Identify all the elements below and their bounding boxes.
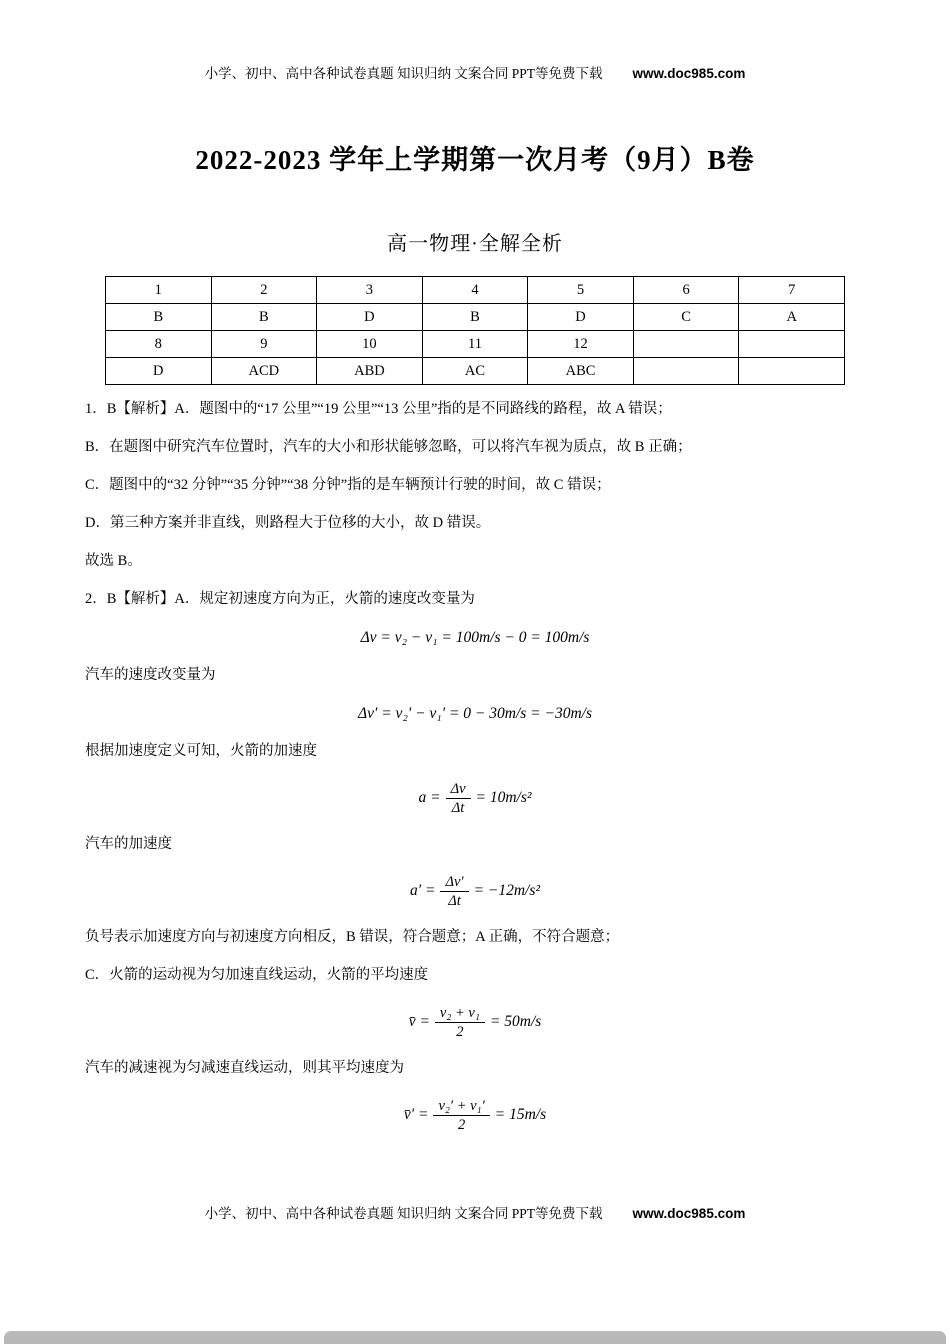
solution-paragraph: 根据加速度定义可知，火箭的加速度 [85, 743, 317, 759]
answer-table-row [106, 304, 845, 331]
answer-table-cell: 1 [106, 277, 212, 304]
fraction-denominator: Δt [451, 800, 465, 816]
answer-table-cell: 10 [317, 331, 423, 358]
answer-table-cell: 6 [633, 277, 739, 304]
solution-content [85, 401, 865, 1133]
answer-table-body [106, 277, 845, 385]
formula [85, 705, 865, 723]
answer-table-cell: B [106, 304, 212, 331]
answer-table-cell: 9 [211, 331, 317, 358]
page-footer [0, 1202, 950, 1222]
answer-table [105, 276, 845, 385]
solution-paragraph: 2．B【解析】A．规定初速度方向为正，火箭的速度改变量为 [85, 591, 475, 607]
fraction-numerator: v₂ + v₁ [435, 1005, 485, 1023]
answer-table-row [106, 358, 845, 385]
footer-text: 小学、初中、高中各种试卷真题 知识归纳 文案合同 PPT等免费下载 [204, 1206, 603, 1221]
answer-table-cell: B [211, 304, 317, 331]
answer-table-cell [633, 331, 739, 358]
answer-table-cell: 3 [317, 277, 423, 304]
fraction-denominator: 2 [456, 1024, 464, 1040]
page-bottom-edge [4, 1331, 946, 1344]
solution-paragraph: 1．B【解析】A．题图中的“17 公里”“19 公里”“13 公里”指的是不同路线的路程，故 A 错误； [85, 401, 672, 417]
answer-table-cell: D [106, 358, 212, 385]
formula-rhs: = 10m/s² [475, 789, 532, 807]
answer-table-cell: D [317, 304, 423, 331]
answer-table-cell: 11 [422, 331, 528, 358]
answer-table-cell: 7 [739, 277, 845, 304]
page-header [85, 62, 865, 82]
formula-lhs: v̄′ = [403, 1106, 429, 1124]
fraction-numerator: v₂′ + v₁′ [433, 1098, 489, 1116]
answer-table-row [106, 277, 845, 304]
solution-paragraph: 汽车的减速视为匀减速直线运动，则其平均速度为 [85, 1060, 404, 1076]
answer-table-cell: 4 [422, 277, 528, 304]
solution-paragraph: B．在题图中研究汽车位置时，汽车的大小和形状能够忽略，可以将汽车视为质点，故 B 正确； [85, 439, 692, 455]
answer-table-cell: C [633, 304, 739, 331]
answer-table-cell: AC [422, 358, 528, 385]
answer-table-cell: 12 [528, 331, 634, 358]
formula-rhs: = 15m/s [494, 1106, 547, 1124]
formula-text: Δv = v₂ − v₁ = 100m/s − 0 = 100m/s [360, 629, 590, 646]
answer-table-cell: 5 [528, 277, 634, 304]
answer-table-cell: D [528, 304, 634, 331]
answer-table-cell [739, 358, 845, 385]
fraction [446, 781, 471, 816]
fraction [440, 874, 468, 909]
answer-table-cell: 2 [211, 277, 317, 304]
formula [85, 629, 865, 647]
doc-title: 2022-2023 学年上学期第一次月考（9月）B卷 [195, 145, 755, 175]
fraction-denominator: Δt [448, 893, 461, 909]
solution-paragraph: 故选 B。 [85, 553, 142, 569]
formula-text: Δv′ = v₂′ − v₁′ = 0 − 30m/s = −30m/s [357, 705, 592, 722]
formula-lhs: a = [418, 789, 441, 807]
answer-table-cell: A [739, 304, 845, 331]
formula [85, 781, 865, 816]
solution-paragraph: 汽车的速度改变量为 [85, 667, 216, 683]
solution-paragraph: D．第三种方案并非直线，则路程大于位移的大小，故 D 错误。 [85, 515, 491, 531]
formula [85, 1005, 865, 1040]
answer-table-cell [633, 358, 739, 385]
formula-lhs: a′ = [409, 882, 436, 900]
solution-paragraph: C．题图中的“32 分钟”“35 分钟”“38 分钟”指的是车辆预计行驶的时间，故 C 错误； [85, 477, 611, 493]
answer-table-row [106, 331, 845, 358]
fraction-numerator: Δv [446, 781, 471, 799]
fraction-numerator: Δv′ [440, 874, 468, 892]
formula-lhs: v̄ = [408, 1013, 430, 1031]
answer-table-cell: ABC [528, 358, 634, 385]
footer-url: www.doc985.com [632, 1206, 746, 1221]
fraction-denominator: 2 [457, 1117, 466, 1133]
solution-paragraph: C．火箭的运动视为匀加速直线运动，火箭的平均速度 [85, 967, 429, 983]
answer-table-cell: ACD [211, 358, 317, 385]
solution-paragraph: 负号表示加速度方向与初速度方向相反，B 错误，符合题意；A 正确，不符合题意； [85, 929, 620, 945]
fraction [435, 1005, 485, 1040]
formula [85, 874, 865, 909]
formula-rhs: = 50m/s [489, 1013, 542, 1031]
formula [85, 1098, 865, 1133]
answer-table-cell [739, 331, 845, 358]
answer-table-cell: B [422, 304, 528, 331]
solution-paragraph: 汽车的加速度 [85, 836, 172, 852]
doc-subtitle: 高一物理·全解全析 [387, 233, 563, 255]
answer-table-cell: ABD [317, 358, 423, 385]
answer-table-cell: 8 [106, 331, 212, 358]
header-url: www.doc985.com [632, 66, 746, 81]
fraction [433, 1098, 489, 1133]
formula-rhs: = −12m/s² [473, 882, 541, 900]
header-text: 小学、初中、高中各种试卷真题 知识归纳 文案合同 PPT等免费下载 [204, 66, 603, 81]
